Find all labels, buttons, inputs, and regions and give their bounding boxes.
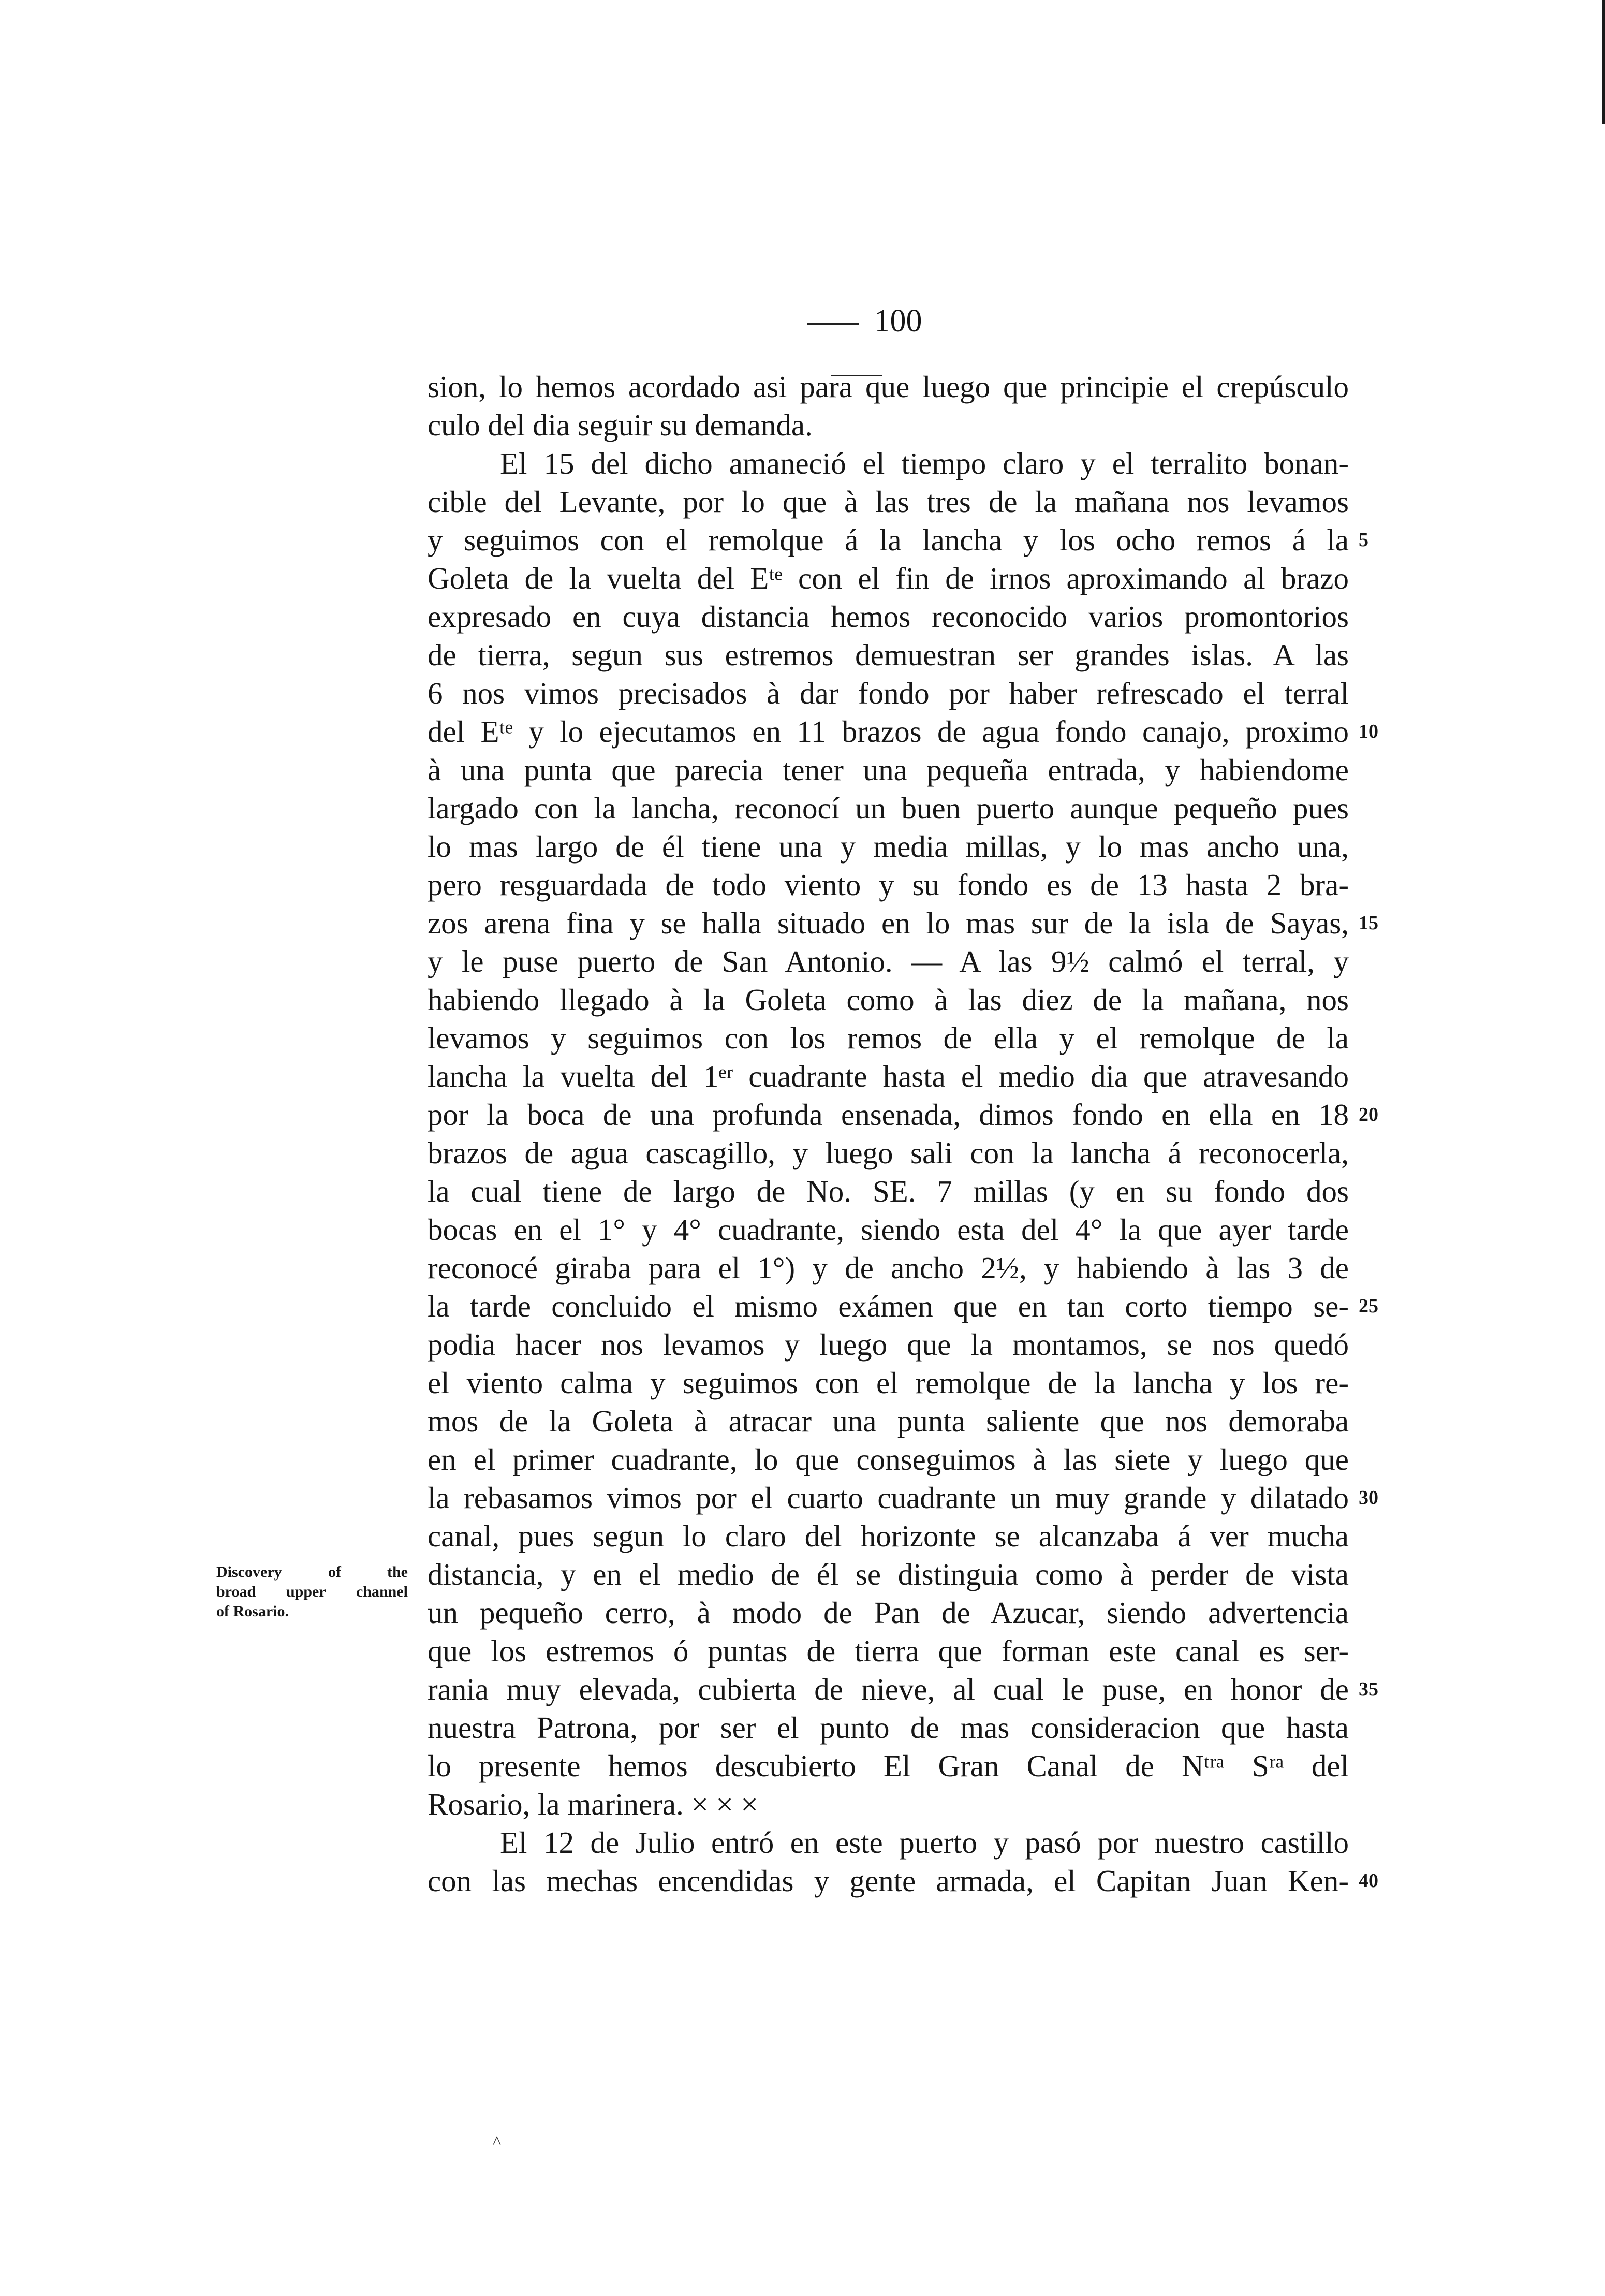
text-line: El 15 del dicho amaneció el tiempo claro y el terralito bonan- bbox=[500, 446, 1349, 480]
text-line: brazos de agua cascagillo, y luego sali con la lancha á reconocerla, bbox=[428, 1136, 1349, 1170]
line-number: 10 bbox=[1359, 721, 1378, 742]
line-number: 30 bbox=[1359, 1487, 1378, 1509]
text-line: lancha la vuelta del 1ᵉʳ cuadrante hasta el medio dia que atravesando bbox=[428, 1059, 1349, 1093]
text-line: reconocé giraba para el 1°) y de ancho 2½, y habiendo à las 3 de bbox=[428, 1251, 1349, 1285]
text-line: con las mechas encendidas y gente armada, el Capitan Juan Ken- bbox=[428, 1864, 1349, 1898]
line-number: 25 bbox=[1359, 1295, 1378, 1317]
text-line: en el primer cuadrante, lo que conseguimos à las siete y luego que bbox=[428, 1442, 1349, 1476]
text-line: y seguimos con el remolque á la lancha y los ocho remos á la bbox=[428, 523, 1349, 557]
text-line: Rosario, la marinera. × × × bbox=[428, 1787, 758, 1821]
text-line: expresado en cuya distancia hemos reconocido varios promontorios bbox=[428, 599, 1349, 634]
text-line: culo del dia seguir su demanda. bbox=[428, 408, 813, 442]
text-line: nuestra Patrona, por ser el punto de mas consideracion que hasta bbox=[428, 1710, 1349, 1745]
marginal-note bbox=[216, 1562, 408, 1621]
text-line: sion, lo hemos acordado asi para que luego que principie el crepúsculo bbox=[428, 370, 1349, 404]
text-line: canal, pues segun lo claro del horizonte se alcanzaba á ver mucha bbox=[428, 1519, 1349, 1553]
text-line: la tarde concluido el mismo exámen que en tan corto tiempo se- bbox=[428, 1289, 1349, 1323]
text-line: 6 nos vimos precisados à dar fondo por haber refrescado el terral bbox=[428, 676, 1349, 710]
text-line: un pequeño cerro, à modo de Pan de Azucar, siendo advertencia bbox=[428, 1596, 1349, 1630]
text-line: pero resguardada de todo viento y su fondo es de 13 hasta 2 bra- bbox=[428, 868, 1349, 902]
marginal-note-line: of Rosario. bbox=[216, 1603, 289, 1620]
stray-mark: ^ bbox=[493, 2133, 501, 2152]
text-line: rania muy elevada, cubierta de nieve, al cual le puse, en honor de bbox=[428, 1672, 1349, 1706]
text-line: y le puse puerto de San Antonio. — A las 9½ calmó el terral, y bbox=[428, 944, 1349, 978]
text-line: à una punta que parecia tener una pequeña entrada, y habiendome bbox=[428, 753, 1349, 787]
scan-edge-mark bbox=[1602, 0, 1605, 124]
line-number: 5 bbox=[1359, 529, 1368, 551]
line-number: 35 bbox=[1359, 1678, 1378, 1700]
marginal-note-line: Discovery of the bbox=[216, 1563, 408, 1581]
text-line: cible del Levante, por lo que à las tres de la mañana nos levamos bbox=[428, 485, 1349, 519]
text-line: de tierra, segun sus estremos demuestran ser grandes islas. A las bbox=[428, 638, 1349, 672]
text-line: habiendo llegado à la Goleta como à las diez de la mañana, nos bbox=[428, 983, 1349, 1017]
text-line: zos arena fina y se halla situado en lo mas sur de la isla de Sayas, bbox=[428, 906, 1349, 940]
text-line: bocas en el 1° y 4° cuadrante, siendo esta del 4° la que ayer tarde bbox=[428, 1212, 1349, 1247]
page-number-left-dash bbox=[807, 323, 859, 325]
text-line: levamos y seguimos con los remos de ella y el remolque de la bbox=[428, 1021, 1349, 1055]
text-line: Goleta de la vuelta del Eᵗᵉ con el fin de irnos aproximando al brazo bbox=[428, 561, 1349, 595]
text-line: por la boca de una profunda ensenada, dimos fondo en ella en 18 bbox=[428, 1098, 1349, 1132]
marginal-note-line: broad upper channel bbox=[216, 1583, 408, 1600]
text-line: la cual tiene de largo de No. SE. 7 millas (y en su fondo dos bbox=[428, 1174, 1349, 1208]
text-line: la rebasamos vimos por el cuarto cuadrante un muy grande y dilatado bbox=[428, 1481, 1349, 1515]
line-number: 40 bbox=[1359, 1870, 1378, 1892]
line-number: 15 bbox=[1359, 912, 1378, 934]
line-number: 20 bbox=[1359, 1104, 1378, 1125]
text-line: el viento calma y seguimos con el remolque de la lancha y los re- bbox=[428, 1366, 1349, 1400]
text-line: podia hacer nos levamos y luego que la montamos, se nos quedó bbox=[428, 1327, 1349, 1362]
text-line: del Eᵗᵉ y lo ejecutamos en 11 brazos de agua fondo canajo, proximo bbox=[428, 714, 1349, 749]
text-line: largado con la lancha, reconocí un buen puerto aunque pequeño pues bbox=[428, 791, 1349, 825]
text-line: lo presente hemos descubierto El Gran Canal de Nᵗʳᵃ Sʳᵃ del bbox=[428, 1749, 1349, 1783]
text-line: lo mas largo de él tiene una y media millas, y lo mas ancho una, bbox=[428, 829, 1349, 864]
page-number-value: 100 bbox=[874, 303, 922, 339]
text-line: El 12 de Julio entró en este puerto y pasó por nuestro castillo bbox=[500, 1825, 1349, 1860]
text-line: distancia, y en el medio de él se distinguia como à perder de vista bbox=[428, 1557, 1349, 1591]
text-line: que los estremos ó puntas de tierra que forman este canal es ser- bbox=[428, 1634, 1349, 1668]
text-line: mos de la Goleta à atracar una punta saliente que nos demoraba bbox=[428, 1404, 1349, 1438]
